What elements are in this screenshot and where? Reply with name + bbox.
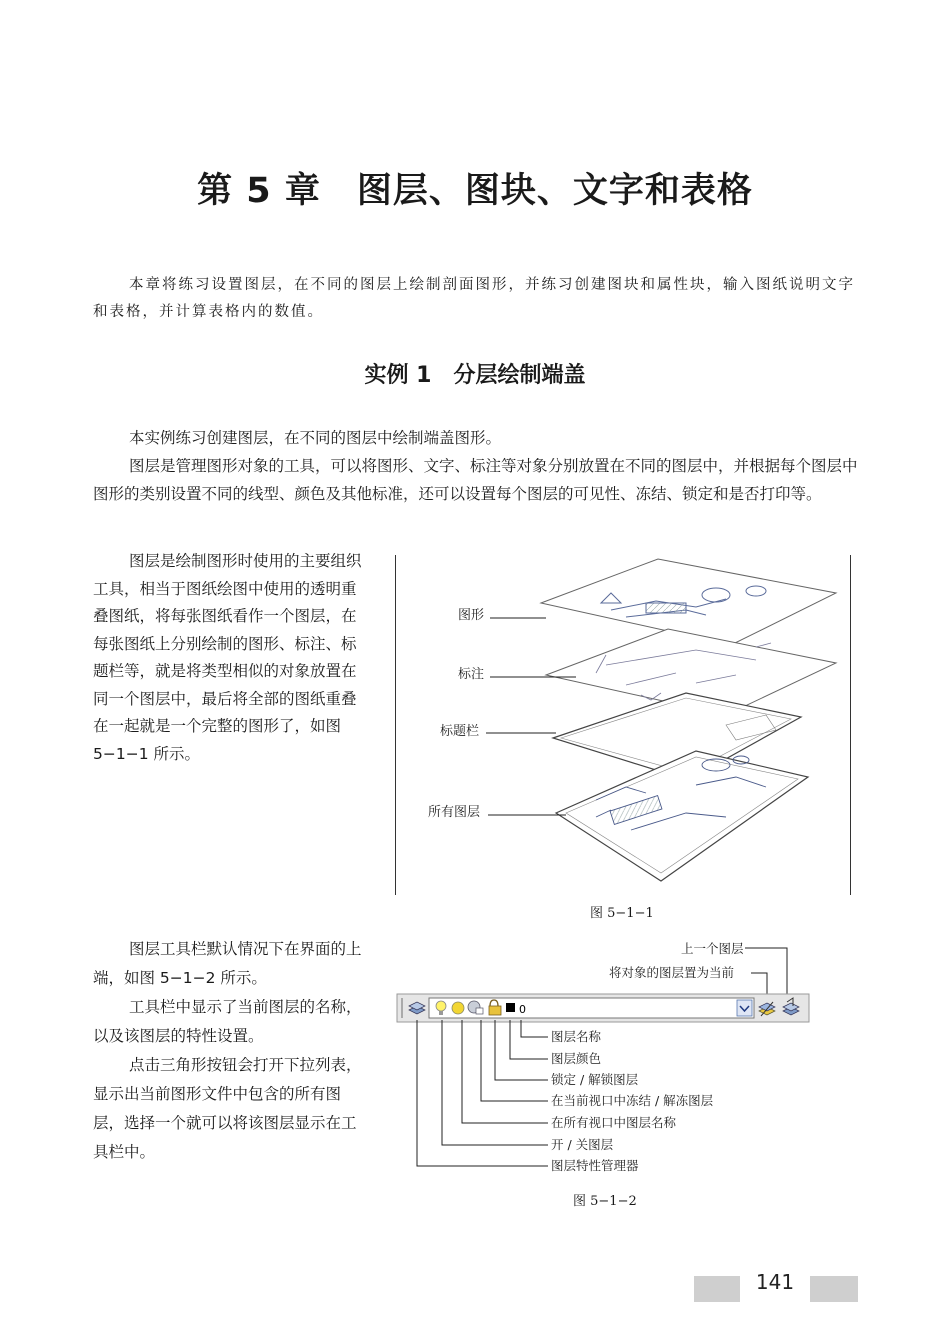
layers-illustration bbox=[396, 555, 850, 895]
figure-layer-toolbar bbox=[395, 936, 825, 1181]
footer-bar-right bbox=[810, 1276, 858, 1302]
color-swatch[interactable] bbox=[506, 1003, 515, 1012]
current-layer-name: 0 bbox=[519, 1003, 526, 1016]
layer-description: 图层是绘制图形时使用的主要组织工具，相当于图纸绘图中使用的透明重叠图纸，将每张图纸看作一个图层，在每张图纸上分别绘制的图形、标注、标题栏等，就是将类型相似的对象放置在同一个图层中，最后将全部的图纸重叠在一起就是一个完整的图形了，如图 5−1−1 所示。 bbox=[93, 552, 362, 763]
body-text bbox=[93, 424, 859, 508]
callout-layer-color: 图层颜色 bbox=[551, 1051, 602, 1066]
footer-bar-left bbox=[694, 1276, 740, 1302]
page-number: 141 bbox=[755, 1270, 795, 1294]
example-title: 实例 1 分层绘制端盖 bbox=[364, 363, 586, 388]
label-make-current: 将对象的图层置为当前 bbox=[609, 965, 735, 980]
sheet-graphics bbox=[541, 559, 836, 645]
label-all-layers: 所有图层 bbox=[428, 805, 481, 820]
sheet-all-layers bbox=[556, 751, 808, 881]
figure2-caption: 图 5−1−2 bbox=[573, 1194, 637, 1209]
callout-freeze-all: 在所有视口中图层名称 bbox=[551, 1115, 677, 1130]
body-paragraph: 图层是管理图形对象的工具，可以将图形、文字、标注等对象分别放置在不同的图层中，并根据每个图层中图形的类别设置不同的线型、颜色及其他标准，还可以设置每个图层的可见性、冻结、锁定和是否打印等。 bbox=[93, 457, 858, 503]
chapter-intro: 本章将练习设置图层，在不同的图层上绘制剖面图形，并练习创建图块和属性块，输入图纸说明文字和表格，并计算表格内的数值。 bbox=[93, 277, 855, 320]
body-paragraph: 本实例练习创建图层，在不同的图层中绘制端盖图形。 bbox=[129, 429, 502, 447]
figure1-caption: 图 5−1−1 bbox=[590, 906, 654, 921]
toolbar-paragraph: 工具栏中显示了当前图层的名称，以及该图层的特性设置。 bbox=[93, 998, 362, 1045]
dropdown-arrow-button[interactable] bbox=[737, 1000, 752, 1016]
callout-freeze-current: 在当前视口中冻结 / 解冻图层 bbox=[551, 1093, 714, 1108]
toolbar-paragraph: 图层工具栏默认情况下在界面的上端，如图 5−1−2 所示。 bbox=[93, 940, 362, 987]
sun-icon[interactable] bbox=[452, 1002, 464, 1014]
figure1-labels bbox=[428, 608, 576, 820]
callout-properties-manager: 图层特性管理器 bbox=[551, 1158, 639, 1173]
callout-on-off: 开 / 关图层 bbox=[551, 1137, 614, 1152]
callout-lock: 锁定 / 解锁图层 bbox=[551, 1072, 639, 1087]
callout-layer-name: 图层名称 bbox=[551, 1029, 602, 1044]
label-annotation: 标注 bbox=[458, 667, 485, 682]
toolbar-paragraph: 点击三角形按钮会打开下拉列表，显示出当前图形文件中包含的所有图层，选择一个就可以将该图层显示在工具栏中。 bbox=[93, 1056, 362, 1161]
label-previous-layer: 上一个图层 bbox=[681, 941, 744, 956]
layer-toolbar-diagram bbox=[395, 936, 825, 1181]
label-graphics: 图形 bbox=[458, 608, 485, 623]
figure-layers bbox=[395, 555, 851, 895]
chapter-title: 第 5 章 图层、图块、文字和表格 bbox=[197, 171, 753, 211]
toolbar-description bbox=[93, 935, 371, 1167]
label-titleblock: 标题栏 bbox=[440, 724, 480, 739]
